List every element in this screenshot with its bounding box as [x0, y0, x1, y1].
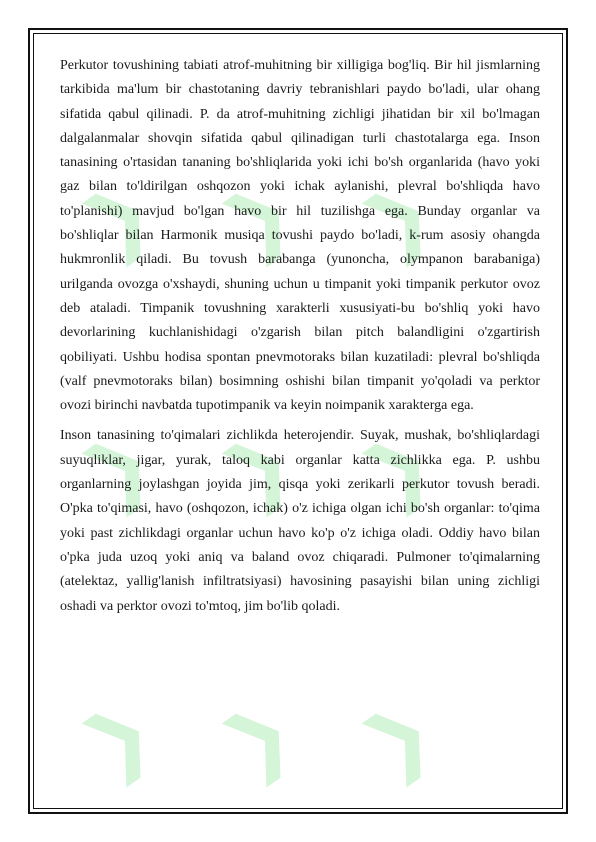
paragraph-1: Perkutor tovushining tabiati atrof-muhitning bir xilligiga bog'liq. Bir hil jismlarning tarkibida ma'lum bir chastotaning davriy tebranishlari paydo bo'ladi, ular ohang sifatida qabul qilinadi. P. da atrof-muhitning zichligi jihatidan bir xil bo'lmagan dalgalanmalar shovqin sifatida qabul qilinadigan turli chastotalarga ega. Inson tanasining o'rtasidan tananing bo'shliqlarida yoki ichi bo'sh organlarida (havo yoki gaz bilan to'ldirilgan oshqozon yoki ichak aylanishi, plevral bo'shliqda havo to'planishi) mavjud bo'lgan havo bir hil tuzilishga ega. Bunday organlar va bo'shliqlar bilan Harmonik musiqa tovushi paydo bo'ladi, k-rum asosiy ohangda hukmronlik qiladi. Bu tovush barabanga (yunoncha, olympanon barabaniga) urilganda ovozga o'xshaydi, shuning uchun u timpanit yoki timpanik perkutor ovoz deb ataladi. Timpanik tovushning xarakterli xususiyati-bu bo'shliq yoki havo devorlarining kuchlanishidagi o'zgarish bilan pitch balandligini o'zgartirish qobiliyati. Ushbu hodisa spontan pnevmotoraks bilan kuzatiladi: plevral bo'shliqda (valf pnevmotoraks bilan) bosimning oshishi bilan timpanit yo'qoladi va perktor ovozi birinchi navbatda tupotimpanik va keyin noimpanik xarakterga ega.	[60, 58, 540, 414]
watermark-mark-4: ❯	[65, 413, 171, 525]
watermark-mark-9: ❯	[345, 683, 451, 795]
paragraph-2: Inson tanasining to'qimalari zichlikda heterojendir. Suyak, mushak, bo'shliqlardagi suyuqliklar, jigar, yurak, taloq kabi organlar katta zichlikka ega. P. ushbu organlarning joylashgan joyida jim, qisqa yoki zerikarli perkutor tovush beradi. O'pka to'qimasi, havo (oshqozon, ichak) o'z ichiga olgan ichi bo'sh organlar: to'qima yoki past zichlikdagi organlar uchun havo ko'p o'z ichiga oladi. Oddiy havo bilan o'pka juda uzoq yoki aniq va baland ovoz chiqaradi. Pulmoner to'qimalarning (atelektaz, yallig'lanish infiltratsiyasi) havosining pasayishi bilan uning zichligi oshadi va perktor ovozi to'mtoq, jim bo'lib qoladi.	[60, 428, 540, 614]
watermark-mark-1: ❯	[65, 163, 171, 275]
watermark-mark-7: ❯	[65, 683, 171, 795]
watermark-mark-8: ❯	[205, 683, 311, 795]
watermark-mark-5: ❯	[205, 413, 311, 525]
watermark-mark-2: ❯	[205, 163, 311, 275]
document-body	[60, 54, 540, 625]
watermark-mark-6: ❯	[345, 413, 451, 525]
watermark-mark-3: ❯	[345, 163, 451, 275]
